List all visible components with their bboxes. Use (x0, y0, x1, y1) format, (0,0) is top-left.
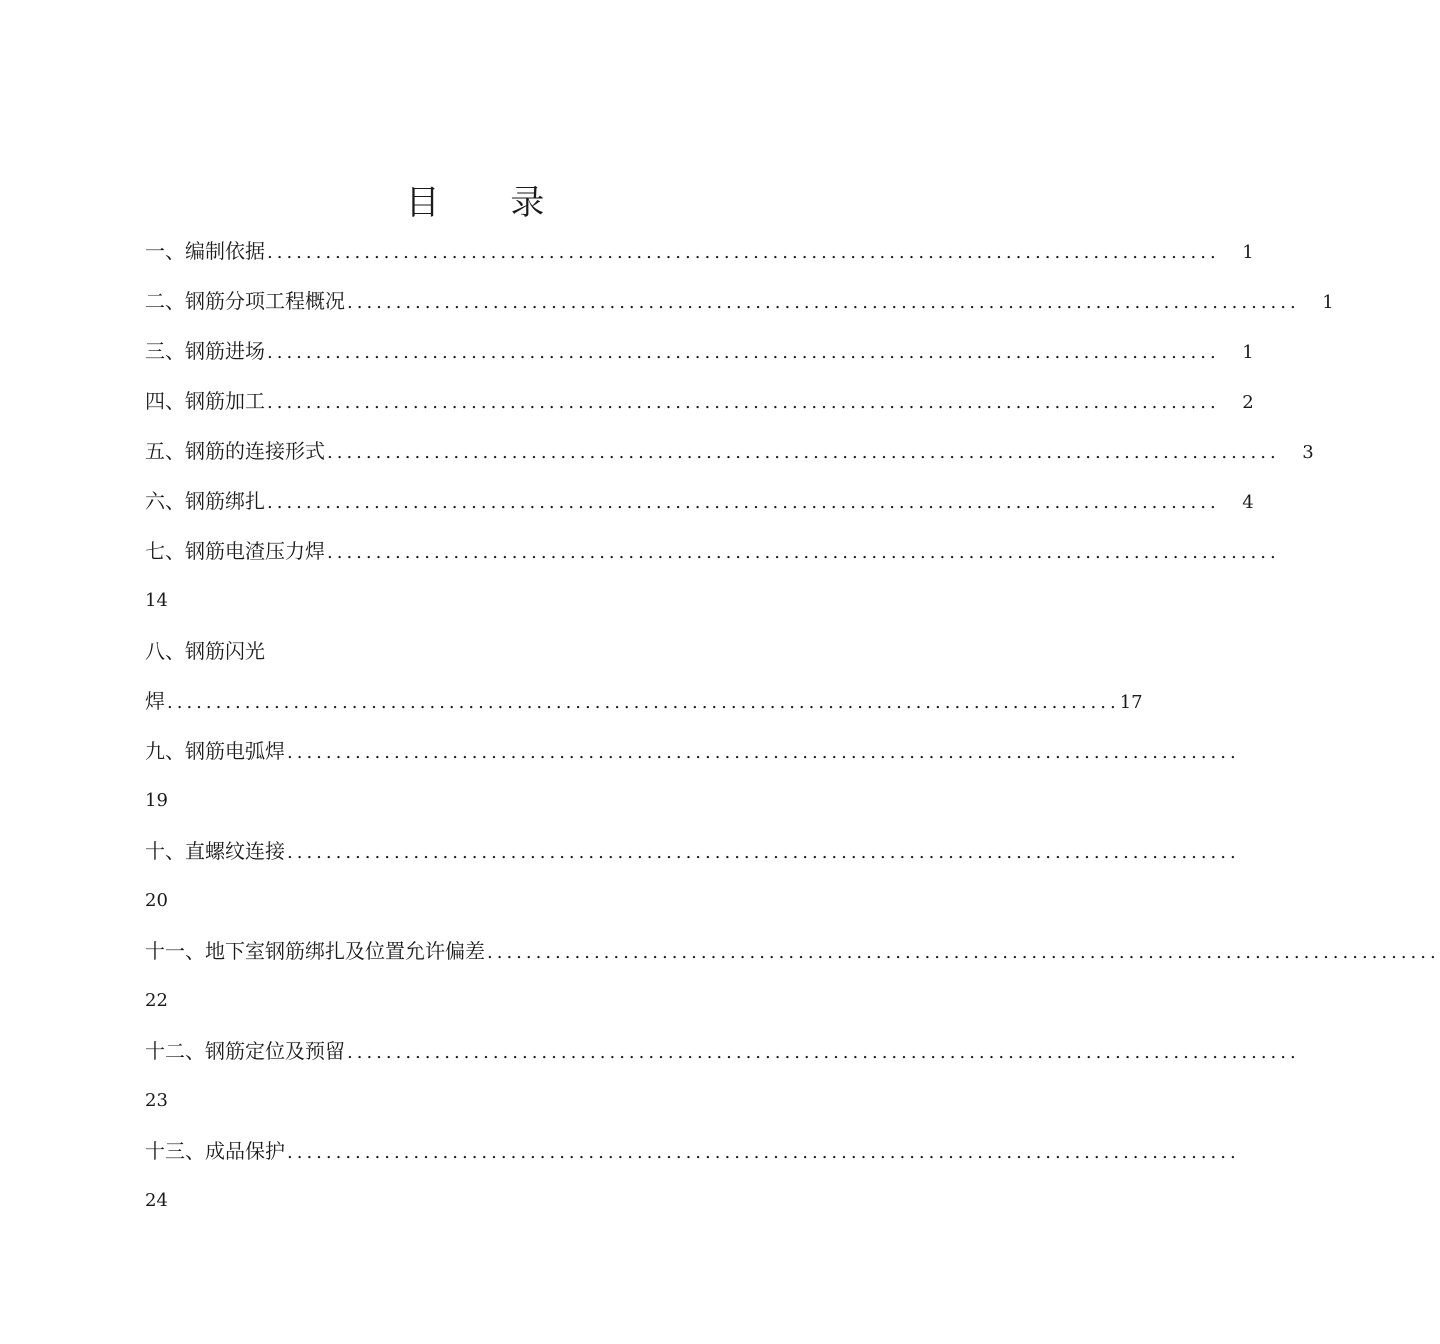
dot-leader: .................................................................................................. (267, 492, 1220, 513)
dot-leader: .................................................................................................. (347, 292, 1300, 313)
toc-entry-8[interactable]: 八、钢筋闪光 (145, 639, 265, 663)
toc-entry-page: 1 (1322, 292, 1334, 313)
toc-entry-label: 七、钢筋电渣压力焊 (145, 539, 325, 563)
toc-entry-7[interactable] (145, 526, 1280, 576)
toc-entry-label: 一、编制依据 (145, 239, 265, 263)
toc-entry-9[interactable] (145, 726, 1240, 776)
toc-entry-label: 焊 (145, 689, 165, 713)
toc-entry-label: 十三、成品保护 (145, 1139, 285, 1163)
toc-entry-2[interactable] (145, 276, 1334, 326)
toc-entry-page: 4 (1242, 492, 1254, 513)
toc-entry-page: 1 (1242, 242, 1254, 263)
toc-entry-page: 17 (1119, 692, 1143, 713)
toc-entry-11[interactable] (145, 926, 1440, 976)
toc-entry-page: 1 (1242, 342, 1254, 363)
toc-entry-7-page: 14 (145, 590, 168, 611)
toc-entry-label: 五、钢筋的连接形式 (145, 439, 325, 463)
dot-leader: .................................................................................................. (327, 542, 1280, 563)
dot-leader: .................................................................................................. (267, 242, 1220, 263)
toc-entry-11-page: 22 (145, 990, 168, 1011)
dot-leader: .................................................................................................. (287, 842, 1240, 863)
toc-entry-label: 九、钢筋电弧焊 (145, 739, 285, 763)
toc-entry-13[interactable] (145, 1126, 1240, 1176)
toc-title: 目 录 (405, 183, 575, 223)
toc-entry-9-page: 19 (145, 790, 168, 811)
toc-entry-3[interactable] (145, 326, 1254, 376)
toc-entry-6[interactable] (145, 476, 1254, 526)
toc-entry-12-page: 23 (145, 1090, 168, 1111)
toc-entry-label: 三、钢筋进场 (145, 339, 265, 363)
dot-leader: .................................................................................................. (167, 692, 1120, 713)
toc-entry-4[interactable] (145, 376, 1254, 426)
toc-entry-label: 十一、地下室钢筋绑扎及位置允许偏差 (145, 939, 485, 963)
toc-entry-label: 二、钢筋分项工程概况 (145, 289, 345, 313)
toc-entry-10-page: 20 (145, 890, 168, 911)
toc-entry-8-continued[interactable] (145, 676, 1143, 726)
toc-entry-page: 3 (1302, 442, 1314, 463)
toc-list (145, 226, 1440, 1226)
toc-entry-13-page: 24 (145, 1190, 168, 1211)
dot-leader: .................................................................................................. (327, 442, 1280, 463)
dot-leader: .................................................................................................. (347, 1042, 1300, 1063)
toc-entry-page: 2 (1242, 392, 1254, 413)
dot-leader: .................................................................................................. (267, 342, 1220, 363)
dot-leader: .................................................................................................. (267, 392, 1220, 413)
toc-entry-5[interactable] (145, 426, 1314, 476)
toc-entry-label: 十二、钢筋定位及预留 (145, 1039, 345, 1063)
toc-entry-12[interactable] (145, 1026, 1300, 1076)
toc-entry-label: 十、直螺纹连接 (145, 839, 285, 863)
toc-entry-10[interactable] (145, 826, 1240, 876)
toc-entry-1[interactable] (145, 226, 1254, 276)
toc-entry-label: 四、钢筋加工 (145, 389, 265, 413)
dot-leader: .................................................................................................. (487, 942, 1440, 963)
dot-leader: .................................................................................................. (287, 742, 1240, 763)
toc-entry-label: 六、钢筋绑扎 (145, 489, 265, 513)
dot-leader: .................................................................................................. (287, 1142, 1240, 1163)
